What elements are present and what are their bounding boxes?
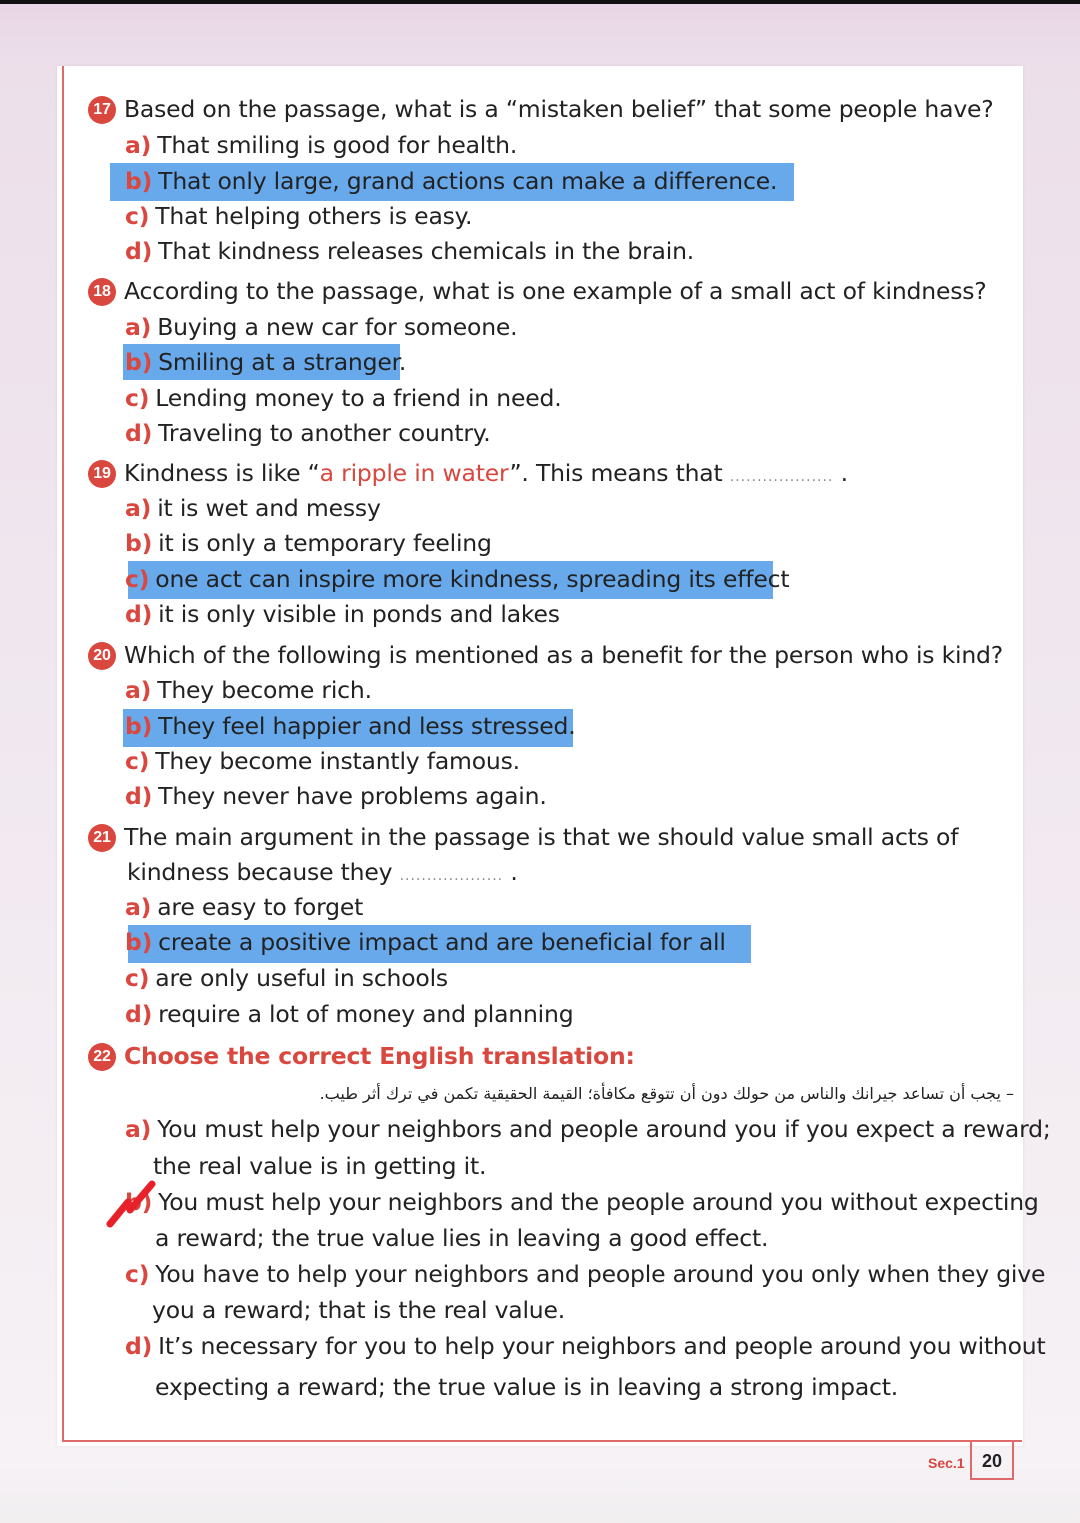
q21-option-d[interactable] bbox=[125, 997, 573, 1031]
section-label: Sec.1 bbox=[928, 1455, 965, 1471]
question-21-line2 bbox=[127, 855, 1057, 893]
answer-blank: ................... bbox=[399, 868, 504, 884]
question-21 bbox=[88, 820, 1018, 854]
q19-option-c[interactable] bbox=[125, 562, 789, 596]
question-19-quote: a ripple in water bbox=[319, 459, 510, 487]
option-text: it is only a temporary feeling bbox=[158, 529, 492, 557]
q18-option-c[interactable] bbox=[125, 381, 561, 415]
option-letter: d) bbox=[125, 1332, 153, 1360]
option-letter: d) bbox=[125, 419, 153, 447]
option-text: are easy to forget bbox=[157, 893, 364, 921]
option-letter: d) bbox=[125, 1000, 153, 1028]
page-border-left bbox=[62, 66, 64, 1442]
question-20-text: Which of the following is mentioned as a benefit for the person who is kind? bbox=[124, 641, 1004, 669]
question-number-19: 19 bbox=[88, 460, 116, 488]
option-letter: c) bbox=[125, 1260, 150, 1288]
q22-option-c[interactable] bbox=[125, 1257, 1045, 1291]
option-text: You must help your neighbors and the people around you without expecting bbox=[158, 1188, 1039, 1216]
q21-option-b[interactable] bbox=[125, 925, 726, 959]
q17-option-a[interactable] bbox=[125, 128, 517, 162]
page-border-bottom bbox=[62, 1440, 1022, 1442]
question-22-text: Choose the correct English translation: bbox=[124, 1042, 635, 1070]
option-letter: c) bbox=[125, 384, 150, 412]
option-text: Smiling at a stranger. bbox=[158, 348, 407, 376]
q21-option-a[interactable] bbox=[125, 890, 363, 924]
question-number-21: 21 bbox=[88, 824, 116, 852]
option-text: are only useful in schools bbox=[155, 964, 448, 992]
option-letter: c) bbox=[125, 747, 150, 775]
option-text: That kindness releases chemicals in the brain. bbox=[158, 237, 695, 265]
option-text: They feel happier and less stressed. bbox=[158, 712, 576, 740]
question-number-18: 18 bbox=[88, 278, 116, 306]
q17-option-b[interactable] bbox=[125, 164, 777, 198]
q22-option-b-line2: a reward; the true value lies in leaving a good effect. bbox=[155, 1224, 769, 1252]
option-text: That helping others is easy. bbox=[155, 202, 473, 230]
option-letter: a) bbox=[125, 1115, 152, 1143]
q22-option-b[interactable] bbox=[125, 1185, 1039, 1219]
option-text: They never have problems again. bbox=[158, 782, 547, 810]
q22-option-d-line2: expecting a reward; the true value is in leaving a strong impact. bbox=[155, 1373, 899, 1401]
option-text: They become rich. bbox=[157, 676, 372, 704]
question-21-end: . bbox=[510, 858, 518, 886]
q18-option-d[interactable] bbox=[125, 416, 490, 450]
option-text: it is only visible in ponds and lakes bbox=[158, 600, 560, 628]
option-letter: d) bbox=[125, 782, 153, 810]
question-number-17: 17 bbox=[88, 96, 116, 124]
option-text: Lending money to a friend in need. bbox=[155, 384, 562, 412]
option-letter: a) bbox=[125, 893, 152, 921]
arabic-sentence: – يجب أن تساعد جيرانك والناس من حولك دون أن تتوقع مكافأة؛ القيمة الحقيقية تكمن في ترك أثر طيب. bbox=[319, 1084, 1014, 1103]
q20-option-c[interactable] bbox=[125, 744, 520, 778]
check-mark-icon bbox=[106, 1180, 166, 1230]
option-letter: b) bbox=[125, 348, 153, 376]
question-20 bbox=[88, 638, 1018, 672]
q20-option-a[interactable] bbox=[125, 673, 372, 707]
q18-option-b[interactable] bbox=[125, 345, 406, 379]
option-letter: c) bbox=[125, 202, 150, 230]
option-letter: a) bbox=[125, 676, 152, 704]
question-number-20: 20 bbox=[88, 642, 116, 670]
option-text: Buying a new car for someone. bbox=[157, 313, 518, 341]
page-number: 20 bbox=[970, 1440, 1014, 1480]
option-letter: b) bbox=[125, 928, 153, 956]
option-text: That smiling is good for health. bbox=[157, 131, 518, 159]
option-letter: c) bbox=[125, 565, 150, 593]
option-letter: a) bbox=[125, 494, 152, 522]
q20-option-b[interactable] bbox=[125, 709, 576, 743]
option-text: You must help your neighbors and people around you if you expect a reward; bbox=[157, 1115, 1051, 1143]
question-number-22: 22 bbox=[88, 1043, 116, 1071]
option-letter: d) bbox=[125, 600, 153, 628]
option-text: require a lot of money and planning bbox=[158, 1000, 574, 1028]
option-text: It’s necessary for you to help your neighbors and people around you without bbox=[158, 1332, 1046, 1360]
q22-option-d[interactable] bbox=[125, 1329, 1046, 1363]
option-text: one act can inspire more kindness, spreading its effect bbox=[155, 565, 790, 593]
answer-blank: ................... bbox=[729, 469, 834, 485]
q20-option-d[interactable] bbox=[125, 779, 547, 813]
question-19-text-after: ”. This means that bbox=[509, 459, 723, 487]
option-letter: b) bbox=[125, 1188, 153, 1216]
question-18-text: According to the passage, what is one example of a small act of kindness? bbox=[124, 277, 987, 305]
question-21-text-line2: kindness because they bbox=[127, 858, 393, 886]
q22-option-a-line2: the real value is in getting it. bbox=[153, 1152, 487, 1180]
question-19-text-before: Kindness is like “ bbox=[124, 459, 320, 487]
option-text: You have to help your neighbors and people around you only when they give bbox=[155, 1260, 1046, 1288]
q19-option-b[interactable] bbox=[125, 526, 492, 560]
question-17-text: Based on the passage, what is a “mistaken belief” that some people have? bbox=[124, 95, 994, 123]
option-text: it is wet and messy bbox=[157, 494, 381, 522]
question-19 bbox=[88, 456, 1018, 494]
q17-option-d[interactable] bbox=[125, 234, 694, 268]
option-text: Traveling to another country. bbox=[158, 419, 491, 447]
q19-option-d[interactable] bbox=[125, 597, 560, 631]
q18-option-a[interactable] bbox=[125, 310, 517, 344]
option-letter: c) bbox=[125, 964, 150, 992]
option-letter: b) bbox=[125, 712, 153, 740]
option-text: That only large, grand actions can make a difference. bbox=[158, 167, 778, 195]
option-text: create a positive impact and are beneficial for all bbox=[158, 928, 726, 956]
question-18 bbox=[88, 274, 1018, 308]
option-letter: a) bbox=[125, 313, 152, 341]
question-22 bbox=[88, 1039, 1018, 1073]
question-21-text: The main argument in the passage is that we should value small acts of bbox=[124, 823, 959, 851]
question-17 bbox=[88, 92, 1018, 126]
option-letter: d) bbox=[125, 237, 153, 265]
q21-option-c[interactable] bbox=[125, 961, 448, 995]
q22-option-c-line2: you a reward; that is the real value. bbox=[152, 1296, 566, 1324]
option-letter: b) bbox=[125, 529, 153, 557]
option-letter: a) bbox=[125, 131, 152, 159]
q19-option-a[interactable] bbox=[125, 491, 381, 525]
q22-option-a[interactable] bbox=[125, 1112, 1051, 1146]
question-19-end: . bbox=[840, 459, 848, 487]
option-text: They become instantly famous. bbox=[155, 747, 520, 775]
option-letter: b) bbox=[125, 167, 153, 195]
q17-option-c[interactable] bbox=[125, 199, 472, 233]
